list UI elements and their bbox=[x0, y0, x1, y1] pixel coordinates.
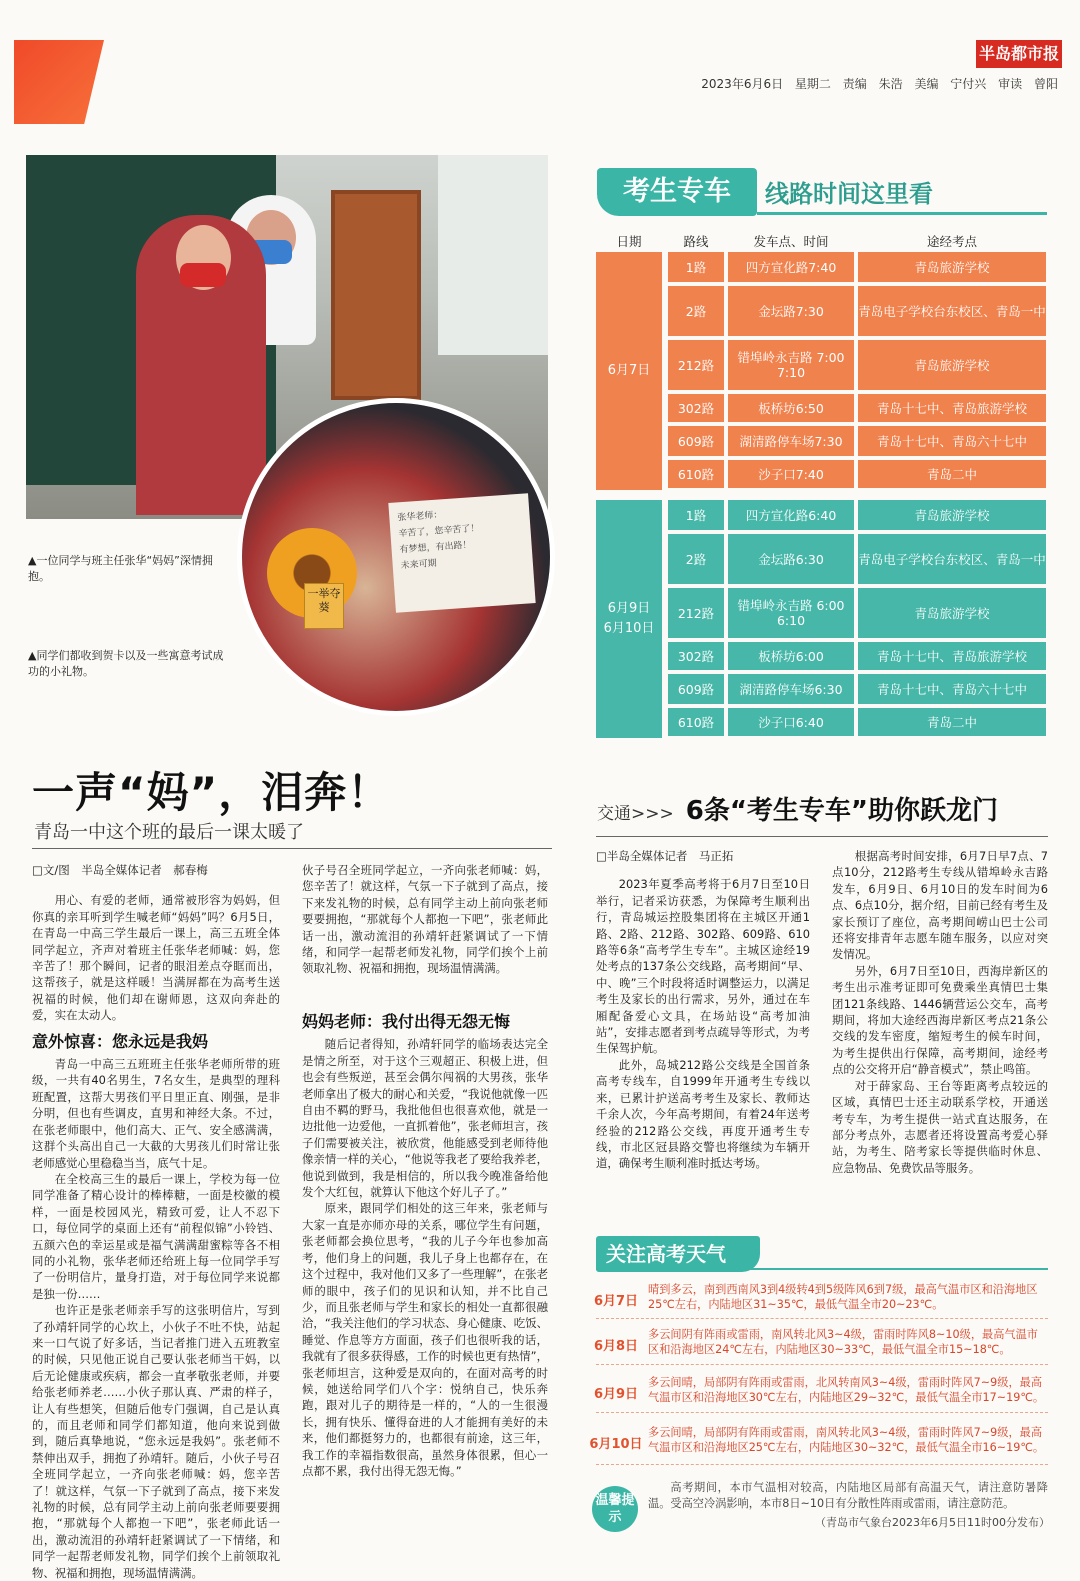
stops-cell: 青岛十七中、青岛六十七中 bbox=[858, 674, 1046, 704]
classroom-window bbox=[438, 155, 548, 355]
route-cell: 1路 bbox=[668, 500, 724, 530]
paragraph: 随后记者得知，孙靖轩同学的临场表达完全是情之所至，对于这个三观超正、积极上进，但也会有些叛逆，甚至会偶尔闯祸的大男孩，张华老师拿出了极大的耐心和关爱，“我说他就像一匹自由不羁的野马，我批他但也很喜欢他，就是一边批他一边爱他，一直抓着他”，张老师坦言，孩子们需要被关注，被欣赏，他能感受到老师待他像亲情一样的关心，“他说等我老了要给我养老，他说到做到，我是相信的，所以我今晚准备给他发个大红包，就算认下他这个好儿子了。” bbox=[302, 1037, 548, 1200]
weather-date: 6月9日 bbox=[593, 1387, 639, 1402]
col-head-date: 日期 bbox=[616, 234, 642, 249]
route-cell: 302路 bbox=[668, 394, 724, 422]
divider bbox=[596, 836, 1048, 837]
classroom-door bbox=[331, 190, 421, 400]
depart-cell: 板桥坊6:00 bbox=[728, 642, 854, 670]
issue-date: 2023年6月6日 bbox=[701, 77, 784, 91]
paragraph: 另外，6月7日至10日，西海岸新区的考生出示准考证即可免费乘坐真情巴士集团121条线路、1446辆营运公交车，高考期间，将加大途经西海岸新区考点21条公交线的发车密度，缩短考生的候车时间，为考生提供出行保障，高考期间，途经考点的公交将开启“静音模式”，禁止鸣笛。 bbox=[832, 963, 1048, 1077]
article-column-2 bbox=[302, 862, 548, 1542]
date-group-2: 6月9日 6月10日 bbox=[596, 500, 662, 738]
depart-cell: 错埠岭永吉路 6:00 6:10 bbox=[728, 588, 854, 638]
route-cell: 302路 bbox=[668, 642, 724, 670]
article-title: 一声“妈”，泪奔！ bbox=[32, 768, 391, 817]
depart-cell: 四方宣化路7:40 bbox=[728, 252, 854, 282]
stops-cell: 青岛电子学校台东校区、青岛一中 bbox=[858, 286, 1046, 336]
depart-cell: 湖清路停车场6:30 bbox=[728, 674, 854, 704]
route-cell: 2路 bbox=[668, 534, 724, 584]
route-cell: 609路 bbox=[668, 426, 724, 456]
paragraph-continued: 伙子号召全班同学起立，一齐向张老师喊：妈，您辛苦了！就这样，气氛一下子就到了高点，接下来发礼物的时候，总有同学主动上前向张老师要要拥抱，“那就每个人都抱一下吧”，张老师此话一出，激动流泪的孙靖轩赶紧调试了一下情绪，和同学一起帮老师发礼物，同学们挨个上前领取礼物、祝福和拥抱，现场温情满满。 bbox=[302, 863, 548, 976]
depart-cell: 板桥坊6:50 bbox=[728, 394, 854, 422]
weather-separator bbox=[596, 1318, 1048, 1319]
stops-cell: 青岛十七中、青岛六十七中 bbox=[858, 426, 1046, 456]
tip-badge: 温馨提示 bbox=[592, 1486, 638, 1532]
weather-text: 多云间晴，局部阴有阵雨或雷雨，南风转北风3~4级，雷雨时阵风7~9级，最高气温市区和沿海地区25℃左右，内陆地区30~32℃，最低气温全市16~19℃。 bbox=[648, 1426, 1045, 1454]
stops-cell: 青岛二中 bbox=[858, 708, 1046, 736]
weather-date: 6月10日 bbox=[589, 1437, 643, 1452]
col-head-depart: 发车点、时间 bbox=[753, 234, 829, 249]
route-cell: 610路 bbox=[668, 460, 724, 488]
weather-date: 6月7日 bbox=[593, 1294, 639, 1309]
editor-label: 责编 bbox=[842, 77, 867, 91]
designer-name: 宁付兴 bbox=[950, 77, 987, 91]
tip-text: 高考期间，本市气温相对较高，内陆地区局部有高温天气，请注意防暑降温。受高空冷涡影响，本市8日~10日有分散性阵雨或雷雨，请注意防范。 bbox=[648, 1481, 1048, 1510]
weather-separator bbox=[596, 1364, 1048, 1365]
weather-rule bbox=[596, 1268, 1048, 1270]
designer-label: 美编 bbox=[914, 77, 939, 91]
proof-label: 审读 bbox=[998, 77, 1023, 91]
paragraph: 原来，跟同学们相处的这三年来，张老师与大家一直是亦师亦母的关系，哪位学生有问题，张老师都会换位思考，“我的儿子今年也参加高考，他们身上的问题，我儿子身上也都存在，在这个过程中，我对他们又多了一些理解”，在张老师的眼中，孩子们的见识和认知，并不比自己少，而且张老师与学生和家长的相处一直都很融洽，“我关注他们的学习状态、身心健康、吃饭、睡觉、作息等方方面面，孩子们也很听我的话，我就有了很多获得感，工作的时候也更有热情”，张老师坦言，这种爱是双向的，在面对高考的时候，她送给同学们八个字：悦纳自己，快乐奔跑，跟对儿子的期待是一样的，“人的一生很漫长，拥有快乐、懂得奋进的人才能拥有美好的未来，他们都挺努力的，也都很有前途，这三年，我工作的幸福指数很高，虽然身体很累，但心一点都不累，我付出得无怨无悔。” bbox=[302, 1201, 548, 1478]
route-cell: 1路 bbox=[668, 252, 724, 282]
charm-tag: 一举夺葵 bbox=[304, 583, 344, 629]
date-group-1: 6月7日 bbox=[596, 252, 662, 490]
depart-cell: 湖清路停车场7:30 bbox=[728, 426, 854, 456]
stops-cell: 青岛旅游学校 bbox=[858, 340, 1046, 390]
newspaper-logo: 半岛都市报 bbox=[976, 40, 1062, 68]
photo-caption-gifts: ▲同学们都收到贺卡以及一些寓意考试成功的小礼物。 bbox=[28, 649, 224, 678]
stops-cell: 青岛十七中、青岛旅游学校 bbox=[858, 642, 1046, 670]
weather-text: 多云间晴，局部阴有阵雨或雷雨，北风转南风3~4级，雷雨时阵风7~9级，最高气温市区和沿海地区30℃左右，内陆地区29~32℃，最低气温全市17~19℃。 bbox=[648, 1376, 1045, 1404]
gift-photo bbox=[237, 398, 555, 716]
route-cell: 212路 bbox=[668, 340, 724, 390]
transport-column-2 bbox=[832, 848, 1048, 1204]
weather-separator bbox=[596, 1412, 1048, 1413]
section-kicker: 交通>>> bbox=[597, 804, 674, 824]
teacher-figure bbox=[136, 215, 266, 515]
proof-name: 曾阳 bbox=[1033, 77, 1058, 91]
transport-column-1 bbox=[596, 848, 810, 1204]
stops-cell: 青岛旅游学校 bbox=[858, 252, 1046, 282]
article-column-1 bbox=[32, 862, 280, 1580]
paragraph: 根据高考时间安排，6月7日早7点、7点10分，212路考生专线从错埠岭永吉路发车，6月9日、6月10日的发车时间为6点、6点10分，据介绍，目前已经有考生及家长预订了座位，高考期间崂山巴士公司还将安排青年志愿车随车服务，以应对突发情况。 bbox=[832, 849, 1048, 962]
paragraph: 此外，岛城212路公交线是全国首条高考专线车，自1999年开通考生专线以来，已累计护送高考考生及家长、教师达千余人次，今年高考期间，有着24年送考经验的212路公交线，再度开通考生专线，市北区冠县路交警也将继续为车辆开道，确保考生顺利准时抵达考场。 bbox=[596, 1057, 810, 1171]
depart-cell: 沙子口6:40 bbox=[728, 708, 854, 736]
route-cell: 2路 bbox=[668, 286, 724, 336]
divider bbox=[32, 848, 552, 849]
weather-text: 多云间阴有阵雨或雷雨，南风转北风3~4级，雷雨时阵风8~10级，最高气温市区和沿海地区24℃左右，内陆地区30~33℃，最低气温全市15~18℃。 bbox=[648, 1328, 1038, 1356]
route-cell: 609路 bbox=[668, 674, 724, 704]
stops-cell: 青岛旅游学校 bbox=[858, 500, 1046, 530]
transport-byline: □半岛全媒体记者 马正拓 bbox=[596, 849, 734, 863]
depart-cell: 沙子口7:40 bbox=[728, 460, 854, 488]
weather-title: 关注高考天气 bbox=[596, 1236, 760, 1272]
route-cell: 212路 bbox=[668, 588, 724, 638]
depart-cell: 四方宣化路6:40 bbox=[728, 500, 854, 530]
stops-cell: 青岛十七中、青岛旅游学校 bbox=[858, 394, 1046, 422]
stops-cell: 青岛二中 bbox=[858, 460, 1046, 488]
paragraph: 青岛一中高三五班班主任张华老师所带的班级，一共有40名男生，7名女生，是典型的理科班配置，这帮大男孩们平日里正直、刚强，是非分明，但也有些调皮，直男和神经大条。不过，在张老师眼中，他们高大、正气、安全感满满，这群个头高出自己一大截的大男孩儿们时常让张老师感觉心里稳稳当当，底气十足。 bbox=[32, 1057, 280, 1170]
depart-cell: 金坛路6:30 bbox=[728, 534, 854, 584]
paragraph: 对于薛家岛、王台等距离考点较远的区域，真情巴士还主动联系学校，开通送考专车，为考生提供一站式直达服务，在部分考点外，志愿者还将设置高考爱心驿站，为考生、陪考家长等提供临时休息、应急物品、免费饮品等服务。 bbox=[832, 1078, 1048, 1175]
stops-cell: 青岛旅游学校 bbox=[858, 588, 1046, 638]
depart-cell: 错埠岭永吉路 7:00 7:10 bbox=[728, 340, 854, 390]
weather-text: 晴到多云，南到西南风3到4级转4到5级阵风6到7级，最高气温市区和沿海地区25℃左右，内陆地区31~35℃，最低气温全市20~23℃。 bbox=[648, 1283, 1038, 1311]
paragraph: 也许正是张老师亲手写的这张明信片，写到了孙靖轩同学的心坎上，小伙子不吐不快，站起来一口气说了好多话，当记者推门进入五班教室的时候，只见他正说自己要认张老师当干妈，以后无论健康或疾病，都会一直孝敬张老师，并要给张老师养老……小伙子那认真、严肃的样子，让人有些想笑，但随后他专门强调，自己是认真的，而且老师和同学们都知道，他向来说到做到，随后真挚地说，“您永远是我妈”。张老师不禁伸出双手，拥抱了孙靖轩。随后，小伙子号召全班同学起立，一齐向张老师喊：妈，您辛苦了！就这样，气氛一下子就到了高点，接下来发礼物的时候，总有同学主动上前向张老师要要拥抱，“那就每个人都抱一下吧”，张老师此话一出，激动流泪的孙靖轩赶紧调试了一下情绪，和同学一起帮老师发礼物，同学们挨个上前领取礼物、祝福和拥抱，现场温情满满。 bbox=[32, 1303, 280, 1580]
issue-info bbox=[693, 75, 1058, 92]
depart-cell: 金坛路7:30 bbox=[728, 286, 854, 336]
photo-caption-hug: ▲一位同学与班主任张华“妈妈”深情拥抱。 bbox=[28, 554, 213, 583]
route-cell: 610路 bbox=[668, 708, 724, 736]
editor-name: 朱浩 bbox=[878, 77, 903, 91]
col-head-stops: 途经考点 bbox=[926, 234, 977, 249]
issue-weekday: 星期二 bbox=[794, 77, 831, 91]
bus-table-title bbox=[597, 168, 1049, 218]
corner-decoration bbox=[14, 40, 104, 124]
greeting-card: 张华老师： 辛苦了，您辛苦了！ 有梦想，有出路！ 未来可期 bbox=[388, 493, 535, 612]
article-intro: 用心、有爱的老师，通常被形容为妈妈，但你真的亲耳听到学生喊老师“妈妈”吗？6月5日，在青岛一中高三学生最后一课上，高三五班全体同学起立，齐声对着班主任张华老师喊：妈，您辛苦了！那个瞬间，记者的眼泪差点夺眶而出，这帮孩子，就是这样暖！当满屏都在为高考生送祝福的时候，他们却在谢师恩，这双向奔赴的爱，实在太动人。 bbox=[32, 893, 280, 1023]
paragraph: 2023年夏季高考将于6月7日至10日举行，记者采访获悉，为保障考生顺利出行，青岛城运控股集团将在主城区开通1路、2路、212路、302路、609路、610路等6条“高考学生专车”。主城区途经19处考点的137条公交线路，高考期间“早、中、晚”三个时段将适时调整运力，以满足考生及家长的出行需求，另外，通过在车厢配备爱心文具，在场站设“高考加油站”，安排志愿者到考点疏导等形式，为考生保驾护航。 bbox=[596, 877, 810, 1056]
tip-source: （青岛市气象台2023年6月5日11时00分发布） bbox=[815, 1516, 1050, 1529]
stops-cell: 青岛电子学校台东校区、青岛一中 bbox=[858, 534, 1046, 584]
transport-title: 6条“考生专车”助你跃龙门 bbox=[685, 796, 999, 826]
section-heading: 妈妈老师：我付出得无怨无悔 bbox=[302, 1012, 511, 1031]
bus-title-main: 考生专车 bbox=[597, 168, 757, 216]
weather-separator bbox=[596, 1464, 1048, 1465]
bus-title-sub: 线路时间这里看 bbox=[765, 180, 933, 208]
transport-section-head bbox=[597, 790, 998, 827]
weather-date: 6月8日 bbox=[593, 1339, 639, 1354]
article-subtitle: 青岛一中这个班的最后一课太暖了 bbox=[34, 822, 304, 843]
article-byline: □文/图 半岛全媒体记者 郝春梅 bbox=[32, 863, 208, 877]
col-head-route: 路线 bbox=[683, 234, 709, 249]
section-heading: 意外惊喜：您永远是我妈 bbox=[32, 1031, 209, 1051]
paragraph: 在全校高三生的最后一课上，学校为每一位同学准备了精心设计的棒棒糖，一面是校徽的模样，一面是校园风光，精致可爱，让人不忍下口，每位同学的桌面上还有“前程似锦”小铃铛、五颜六色的幸运星或是福气满满甜蜜粽等各不相同的小礼物，张华老师还给班上每一位同学手写了一份明信片，量身打造，对于每位同学来说都是独一份…… bbox=[32, 1171, 280, 1301]
